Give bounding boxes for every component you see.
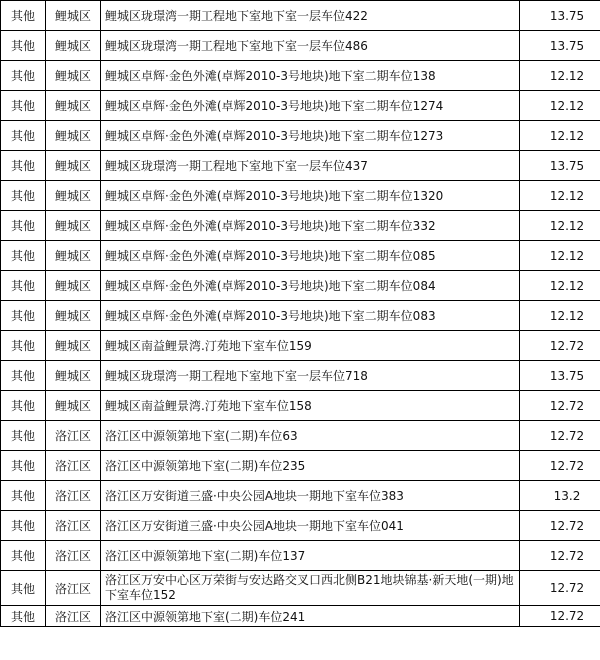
description-cell: 鲤城区卓辉·金色外滩(卓辉2010-3号地块)地下室二期车位138 — [101, 61, 520, 91]
area-cell: 12.72 — [520, 571, 600, 606]
table-row — [1, 211, 600, 241]
description-cell: 洛江区万安街道三盛·中央公园A地块一期地下室车位383 — [101, 481, 520, 511]
district-cell: 鲤城区 — [46, 151, 101, 181]
type-cell: 其他 — [1, 511, 46, 541]
type-cell: 其他 — [1, 151, 46, 181]
area-cell: 13.75 — [520, 151, 600, 181]
table-row — [1, 91, 600, 121]
type-cell: 其他 — [1, 331, 46, 361]
description-cell: 鲤城区卓辉·金色外滩(卓辉2010-3号地块)地下室二期车位1320 — [101, 181, 520, 211]
type-cell: 其他 — [1, 1, 46, 31]
type-cell: 其他 — [1, 606, 46, 627]
description-cell: 洛江区万安中心区万荣街与安达路交叉口西北侧B21地块锦基·新天地(一期)地下室车位152 — [101, 571, 520, 606]
district-cell: 鲤城区 — [46, 31, 101, 61]
table-row — [1, 606, 600, 627]
type-cell: 其他 — [1, 541, 46, 571]
area-cell: 12.72 — [520, 391, 600, 421]
type-cell: 其他 — [1, 301, 46, 331]
district-cell: 鲤城区 — [46, 181, 101, 211]
description-cell: 鲤城区卓辉·金色外滩(卓辉2010-3号地块)地下室二期车位085 — [101, 241, 520, 271]
district-cell: 洛江区 — [46, 571, 101, 606]
table-row — [1, 31, 600, 61]
district-cell: 洛江区 — [46, 421, 101, 451]
area-cell: 12.72 — [520, 451, 600, 481]
type-cell: 其他 — [1, 31, 46, 61]
district-cell: 鲤城区 — [46, 271, 101, 301]
description-cell: 鲤城区卓辉·金色外滩(卓辉2010-3号地块)地下室二期车位1273 — [101, 121, 520, 151]
description-cell: 鲤城区珑璟湾一期工程地下室地下室一层车位437 — [101, 151, 520, 181]
description-cell: 鲤城区卓辉·金色外滩(卓辉2010-3号地块)地下室二期车位083 — [101, 301, 520, 331]
table-row — [1, 271, 600, 301]
table-row — [1, 451, 600, 481]
table-row — [1, 61, 600, 91]
table-row — [1, 151, 600, 181]
area-cell: 13.2 — [520, 481, 600, 511]
table-row — [1, 331, 600, 361]
description-cell: 鲤城区珑璟湾一期工程地下室地下室一层车位486 — [101, 31, 520, 61]
area-cell: 12.72 — [520, 331, 600, 361]
district-cell: 鲤城区 — [46, 121, 101, 151]
district-cell: 鲤城区 — [46, 301, 101, 331]
area-cell: 13.75 — [520, 1, 600, 31]
table-row — [1, 1, 600, 31]
district-cell: 鲤城区 — [46, 361, 101, 391]
type-cell: 其他 — [1, 421, 46, 451]
district-cell: 洛江区 — [46, 451, 101, 481]
description-cell: 洛江区中源领第地下室(二期)车位63 — [101, 421, 520, 451]
table-row — [1, 361, 600, 391]
table-row — [1, 181, 600, 211]
description-cell: 洛江区中源领第地下室(二期)车位235 — [101, 451, 520, 481]
table-row — [1, 241, 600, 271]
description-cell: 鲤城区卓辉·金色外滩(卓辉2010-3号地块)地下室二期车位1274 — [101, 91, 520, 121]
district-cell: 洛江区 — [46, 481, 101, 511]
district-cell: 鲤城区 — [46, 241, 101, 271]
type-cell: 其他 — [1, 181, 46, 211]
type-cell: 其他 — [1, 121, 46, 151]
district-cell: 鲤城区 — [46, 1, 101, 31]
table-row — [1, 301, 600, 331]
district-cell: 洛江区 — [46, 606, 101, 627]
type-cell: 其他 — [1, 451, 46, 481]
area-cell: 13.75 — [520, 361, 600, 391]
district-cell: 鲤城区 — [46, 331, 101, 361]
area-cell: 12.72 — [520, 606, 600, 627]
table-row — [1, 121, 600, 151]
area-cell: 12.12 — [520, 211, 600, 241]
district-cell: 洛江区 — [46, 541, 101, 571]
area-cell: 13.75 — [520, 31, 600, 61]
district-cell: 鲤城区 — [46, 211, 101, 241]
type-cell: 其他 — [1, 361, 46, 391]
description-cell: 鲤城区卓辉·金色外滩(卓辉2010-3号地块)地下室二期车位084 — [101, 271, 520, 301]
description-cell: 洛江区万安街道三盛·中央公园A地块一期地下室车位041 — [101, 511, 520, 541]
area-cell: 12.72 — [520, 511, 600, 541]
type-cell: 其他 — [1, 241, 46, 271]
description-cell: 鲤城区南益鲤景湾.汀苑地下室车位158 — [101, 391, 520, 421]
area-cell: 12.12 — [520, 91, 600, 121]
area-cell: 12.12 — [520, 121, 600, 151]
area-cell: 12.72 — [520, 541, 600, 571]
description-cell: 鲤城区珑璟湾一期工程地下室地下室一层车位718 — [101, 361, 520, 391]
type-cell: 其他 — [1, 481, 46, 511]
district-cell: 鲤城区 — [46, 91, 101, 121]
area-cell: 12.12 — [520, 61, 600, 91]
table-row — [1, 421, 600, 451]
table-row — [1, 541, 600, 571]
type-cell: 其他 — [1, 211, 46, 241]
area-cell: 12.12 — [520, 181, 600, 211]
table-row — [1, 511, 600, 541]
description-cell: 鲤城区珑璟湾一期工程地下室地下室一层车位422 — [101, 1, 520, 31]
table-row — [1, 391, 600, 421]
description-cell: 鲤城区卓辉·金色外滩(卓辉2010-3号地块)地下室二期车位332 — [101, 211, 520, 241]
table-body — [1, 1, 600, 627]
district-cell: 鲤城区 — [46, 61, 101, 91]
district-cell: 鲤城区 — [46, 391, 101, 421]
type-cell: 其他 — [1, 571, 46, 606]
area-cell: 12.12 — [520, 241, 600, 271]
description-cell: 洛江区中源领第地下室(二期)车位137 — [101, 541, 520, 571]
table-row — [1, 481, 600, 511]
area-cell: 12.12 — [520, 301, 600, 331]
district-cell: 洛江区 — [46, 511, 101, 541]
type-cell: 其他 — [1, 61, 46, 91]
type-cell: 其他 — [1, 271, 46, 301]
type-cell: 其他 — [1, 91, 46, 121]
area-cell: 12.12 — [520, 271, 600, 301]
table-row — [1, 571, 600, 606]
description-cell: 洛江区中源领第地下室(二期)车位241 — [101, 606, 520, 627]
description-cell: 鲤城区南益鲤景湾.汀苑地下室车位159 — [101, 331, 520, 361]
type-cell: 其他 — [1, 391, 46, 421]
area-cell: 12.72 — [520, 421, 600, 451]
